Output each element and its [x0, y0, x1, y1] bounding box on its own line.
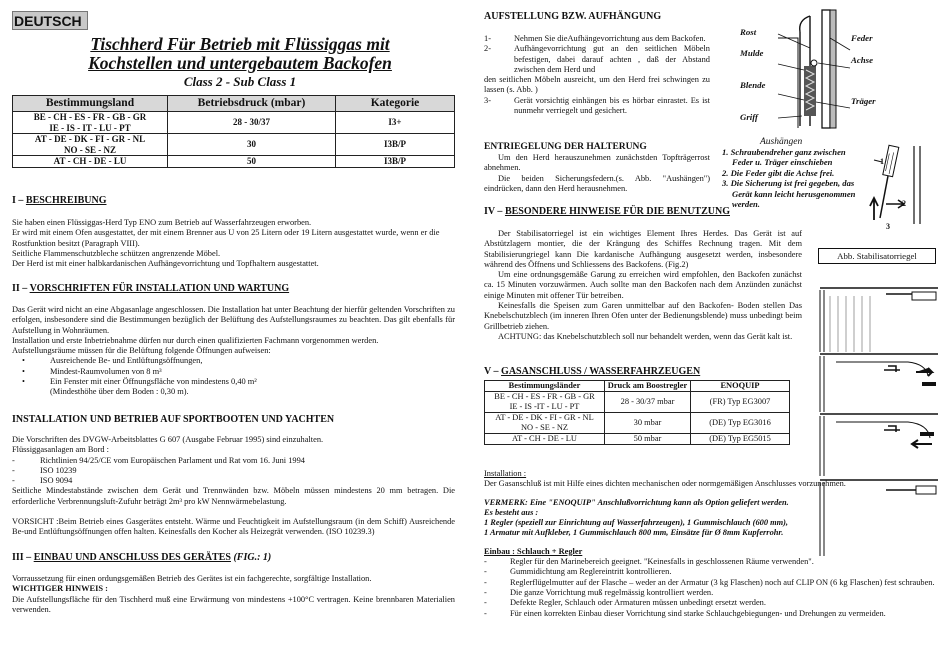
list-item: - Regler für den Marinebereich geeignet. "Keinesfalls in geschlossenen Räume verwenden".: [484, 557, 814, 567]
section-heading-vorschriften: II – VORSCHRIFTEN FÜR INSTALLATION UND WARTUNG: [12, 283, 290, 294]
table-cell-pressure: 30 mbar: [605, 413, 691, 434]
table-row: [485, 413, 790, 434]
figure-label-griff: Griff: [740, 112, 758, 122]
arrow-label-1: 1: [880, 157, 884, 166]
figure-label-rost: Rost: [740, 27, 757, 37]
table-cell-category: I3B/P: [336, 134, 455, 156]
table-cell-pressure: 30: [168, 134, 336, 156]
wall-panel: [822, 10, 830, 128]
screwdriver-diagram: [864, 140, 948, 230]
vorschriften-body: Das Gerät wird nicht an eine Abgasanlage angeschlossen. Die Installation hat unter Beachtung der hierfür geltenden Vorschriften zu erfolgen, insbesondere sind die Bestimmungen bezüglich der Belüftung des Aufstellungsraumes zu beachten. Das gilt ebenfalls für Aufstellung in Wohnräumen. Installation und erste Inbetriebnahme dürfen nur durch einen qualifizierten Fachmann vorgenommen werden. Aufstellungsräume müssen für die Belüftung folgende Öffnungen aufweisen: • Ausreichende Be- und Entlüftungsöffnungen, • Mindest-Raumvolumen von 8 m³ • Ein Fenster mit einer Öffnungsfläche von mindestens 0,40 m² (Mindesthöhe über dem Boden : 0,30 m).: [12, 305, 455, 398]
stabilisator-diagram: [816, 266, 940, 646]
table-cell-enoquip: (DE) Typ EG5015: [691, 434, 790, 445]
installation-body: Installation : Der Gasanschluß ist mit Hilfe eines dichten mechanischen oder normgemäßigen Anschlusses vorzunehmen. VERMERK: Eine "ENOQUIP" Anschlußvorrichtung kann als Option geliefert werden. Es besteht aus : 1 Regler (speziell zur Einrichtung auf Wasserfahrzeugen), 1 Gummischlauch (600 mm), 1 Armatur mit Aufkleber, 1 Gummischlauch 800 mm, Einsätze für Ø 8mm Kupferrohr. Einbau : Schlauch + Regler - Regler für den Marinebereich geeignet. "Keinesfalls in geschlossenen Räume verwenden". - Gummidichtung am Reglereintritt kontrollieren. - Reglerflügelmutter auf der Flasche – weder an der Armatur (3 kg Flaschen) noch auf CLIP ON (6 kg Flaschen) fest schrauben. - Die ganze Vorrichtung muß regelmässig kontrolliert werden. - Defekte Regler, Schlauch oder Armaturen müssen unbedingt ersetzt werden. - Für einen korrekten Einbau dieser Vorrichtung sind starke Schlauchgebiegungen- und Drehungen zu vermeiden.: [484, 469, 940, 619]
section-heading-aufstellung: AUFSTELLUNG BZW. AUFHÄNGUNG: [484, 11, 662, 22]
language-label: DEUTSCH: [12, 11, 88, 30]
country-pressure-table: [12, 95, 455, 168]
arrow-label-3: 3: [886, 222, 890, 231]
arrow-label-2: 2: [902, 199, 906, 208]
table-header-row: [485, 381, 790, 392]
beschreibung-body: Sie haben einen Flüssiggas-Herd Typ ENO zum Betrieb auf Wasserfahrzeugen erworben. Er wird mit einem Ofen ausgestattet, der mit einem Brenner aus U von 25 Litern oder 19 Litern ausgestattet wurde, wenn er die Rostfunktion besitzt (Paragraph VIII). Seitliche Flammenschutzbleche schützen angrenzende Möbel. Der Herd ist mit einer halbkardanischen Aufhängevorrichtung und Topfhaltern ausgestattet.: [12, 218, 440, 269]
aushaengen-steps: 1. Schraubendreher ganz zwischen Feder u. Träger einschieben 2. Die Feder gibt die Achse frei. 3. Die Sicherung ist frei gegeben, das Gerät kann leicht herusgenommen werden.: [722, 147, 856, 210]
document-title-line2: Kochstellen und untergebautem Backofen: [88, 53, 392, 73]
table-header: ENOQUIP: [691, 381, 790, 392]
screwdriver-handle: [883, 145, 899, 176]
table-row: [13, 134, 455, 156]
table-header: Bestimmungsland: [13, 96, 168, 112]
stabilisator-view-1: [820, 288, 938, 352]
axle-circle: [811, 60, 817, 66]
table-cell-enoquip: (DE) Typ EG3016: [691, 413, 790, 434]
table-cell-pressure: 28 - 30/37 mbar: [605, 392, 691, 413]
figure-label-traeger: Träger: [851, 96, 876, 106]
stabilisator-view-4: [820, 480, 938, 556]
aushaengen-title: Aushängen: [760, 137, 803, 147]
benutzung-body: Der Stabilisatorriegel ist ein wichtiges Element Ihres Herdes. Das Gerät ist auf Abstützlagern montier, die der Krängung des Schiffes Rechnung tragen. Mit dem Stabilisierungriegel kann Die kardanische Aufhängung ausgesetzt werden, insbesondere während des Öffnens und Schliessens des Backofens. (Fig.2) Um eine ordnungsgemäße Garung zu erreichen wird empfohlen, den Backofen zunächst ca. 15 Minuten vorzuwärmen. Auch sollte man den Backofen nach dem Anzünden zunächst einige Minuten mit offener Tür betreiben. Keinesfalls die Speisen zum Garen unmittelbar auf den Backofen- Boden stellen Das Knebelschutzblech (im inneren Ihren Ofen unter der Bedienungsblende) muss unbedingt beim Grillbetrieb ziehen. ACHTUNG: das Knebelschutzblech soll nur behandelt werden, wenn das Gerät kalt ist.: [484, 229, 802, 341]
list-item: - Gummidichtung am Reglereintritt kontrollieren.: [484, 567, 672, 577]
table-header: Kategorie: [336, 96, 455, 112]
list-item: 1- Nehmen Sie dieAufhängevorrichtung aus dem Backofen.: [484, 34, 706, 43]
table-cell-country: BE - CH - ES - FR - GB - GR IE - IS -IT - LU - PT: [485, 392, 605, 413]
figure-label-achse: Achse: [851, 55, 873, 65]
table-header: Druck am Boostregler: [605, 381, 691, 392]
table-row: [485, 392, 790, 413]
list-item: • Ausreichende Be- und Entlüftungsöffnungen,: [22, 356, 455, 366]
section-heading-benutzung: IV – BESONDERE HINWEISE FÜR DIE BENUTZUNG: [484, 206, 730, 217]
section-heading-gasanschluss: V – GASANSCHLUSS / WASSERFAHRZEUGEN: [484, 366, 701, 377]
halterung-body: Um den Herd herauszunehmen zunächstden Topfträgerrost abnehmen. Die beiden Sicherungsfedern.(s. Abb. "Aushängen") eindrücken, dann den Herd herausnehmen.: [484, 153, 710, 193]
stabilisator-view-3: [820, 414, 938, 476]
wall-edge: [914, 146, 920, 224]
table-cell-country: AT - DE - DK - FI - GR - NL NO - SE - NZ: [13, 134, 168, 156]
table-cell-category: I3B/P: [336, 156, 455, 168]
sportbooten-body: Die Vorschriften des DVGW-Arbeitsblattes G 607 (Ausgabe Februar 1995) sind einzuhalten. Flüssiggasanlagen am Bord : - Richtlinien 94/25/CE vom Europäischen Parlament und Rat vom 16. Juni 1994 - ISO 10239 - ISO 9094 Seitliche Mindestabstände zwischen dem Gerät und Trennwänden bzw. Möbeln müssen mindestens 20 mm betragen. Die erforderliche Verbrennungsluft-Zufuhr beträgt 2m³ pro kW Nennwärmebelastung. VORSICHT :Beim Betrieb eines Gasgerätes entsteht. Wärme und Feuchtigkeit im Aufstellungsraum (in dem Schiff) Ausreichende Be-und Entlüftungsöffnungen offen halten. Keinesfalls den Kocher als Heizegrät verwenden. (ISO 10239.3): [12, 435, 455, 537]
list-item: • Mindest-Raumvolumen von 8 m³: [22, 367, 455, 377]
table-header: Betriebsdruck (mbar): [168, 96, 336, 112]
section-heading-sportbooten: INSTALLATION UND BETRIEB AUF SPORTBOOTEN UND YACHTEN: [12, 414, 335, 425]
einbau-body: Vorraussetzung für einen ordungsgemäßen Betrieb des Gerätes ist ein fachgerechte, sorgfältige Installation. WICHTIGER HINWEIS : Die Aufstellungsfläche für den Tischherd muß eine Erwärmung von mindestens +100°C vertragen. Keine brennbaren Materialien verwenden.: [12, 574, 455, 614]
table-header-row: [13, 96, 455, 112]
arrow-left-icon: [912, 440, 932, 448]
table-row: [13, 112, 455, 134]
figure-label-mulde: Mulde: [740, 48, 764, 58]
arrow-up-icon: [870, 198, 878, 220]
stabilisator-label: Abb. Stabilisatorriegel: [818, 248, 936, 264]
arrow-right-icon: [916, 368, 932, 376]
list-item: - Für einen korrekten Einbau dieser Vorrichtung sind starke Schlauchgebiegungen- und Drehungen zu vermeiden.: [484, 608, 886, 618]
document-subtitle: Class 2 - Sub Class 1: [183, 74, 297, 89]
list-item: - ISO 9094: [12, 476, 73, 486]
table-cell-country: AT - CH - DE - LU: [485, 434, 605, 445]
gas-connection-table: [484, 380, 790, 445]
table-cell-country: BE - CH - ES - FR - GB - GR IE - IS - IT - LU - PT: [13, 112, 168, 134]
wall-panel-back: [830, 10, 836, 128]
document-title-line1: Tischherd Für Betrieb mit Flüssiggas mit: [90, 34, 390, 54]
list-item: - ISO 10239: [12, 465, 77, 475]
list-item: 3- Gerät vorsichtig einhängen bis es hörbar einrastet. Es ist nunmehr verriegelt und gesichert.: [484, 95, 710, 116]
list-item: - Die ganze Vorrichtung muß regelmässig kontrolliert werden.: [484, 587, 714, 597]
table-cell-country: AT - CH - DE - LU: [13, 156, 168, 168]
table-cell-enoquip: (FR) Typ EG3007: [691, 392, 790, 413]
table-row: [13, 156, 455, 168]
list-item: - Reglerflügelmutter auf der Flasche – weder an der Armatur (3 kg Flaschen) noch auf CLIP ON (6 kg Flaschen) fest schrauben.: [484, 577, 935, 587]
figure-label-feder: Feder: [851, 33, 873, 43]
screwdriver-shaft: [880, 176, 888, 218]
aufstellung-steps: 1- Nehmen Sie dieAufhängevorrichtung aus dem Backofen. 2- Aufhängevorrichtung gut an den seitlichen Möbeln befestigen, dabei darauf achten , daß der Abstand zwischen dem Herd und den seitlichen Möbeln ausreicht, um den Herd frei schwingen zu lassen (s. Abb. ) 3- Gerät vorsichtig einhängen bis es hörbar einrastet. Es ist nunmehr verriegelt und gesichert.: [484, 34, 710, 116]
list-item: - Defekte Regler, Schlauch oder Armaturen müssen unbedingt ersetzt werden.: [484, 598, 766, 608]
section-heading-halterung: ENTRIEGELUNG DER HALTERUNG: [484, 142, 647, 152]
table-cell-country: AT - DE - DK - FI - GR - NL NO - SE - NZ: [485, 413, 605, 434]
stabilisator-view-2: [820, 354, 938, 412]
list-item: 2- Aufhängevorrichtung gut an den seitlichen Möbeln befestigen, dabei darauf achten , daß der Abstand zwischen dem Herd und: [484, 44, 710, 74]
list-item: - Richtlinien 94/25/CE vom Europäischen Parlament und Rat vom 16. Juni 1994: [12, 455, 305, 465]
section-heading-beschreibung: I – BESCHREIBUNG: [12, 195, 107, 206]
table-cell-pressure: 50: [168, 156, 336, 168]
table-cell-pressure: 50 mbar: [605, 434, 691, 445]
section-heading-einbau: III – EINBAU UND ANSCHLUSS DES GERÄTES (FIG.: 1): [12, 552, 272, 563]
table-cell-pressure: 28 - 30/37: [168, 112, 336, 134]
list-item: • Ein Fenster mit einer Öffnungsfläche von mindestens 0,40 m²: [22, 377, 455, 387]
figure-label-blende: Blende: [740, 80, 766, 90]
table-header: Bestimmungsländer: [485, 381, 605, 392]
table-row: [485, 434, 790, 445]
table-cell-category: I3+: [336, 112, 455, 134]
